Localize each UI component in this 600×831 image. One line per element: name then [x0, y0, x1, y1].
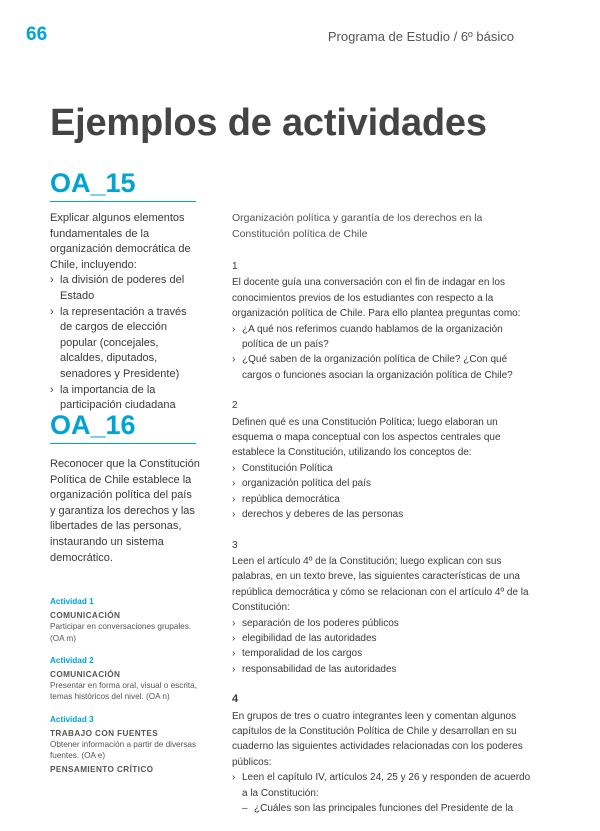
section-3: [232, 538, 537, 678]
list-item: › temporalidad de los cargos: [232, 646, 537, 661]
activity-1: [50, 596, 200, 644]
oa16-label: OA_16: [50, 410, 136, 440]
section-number: 1: [232, 261, 238, 272]
activity-3: [50, 714, 200, 776]
section-number: 3: [232, 539, 238, 551]
oa15-heading: [50, 170, 196, 202]
activities-sidebar: [50, 596, 200, 787]
section-text: En grupos de tres o cuatro integrantes leen y comentan algunos capítulos de la Constitución Política de Chile y desarrollan en su cuaderno las siguientes actividades relacionadas con los poderes públicos:: [232, 710, 523, 768]
activity-content: [232, 211, 537, 831]
activity-desc: Obtener información a partir de diversas fuentes. (OA e): [50, 740, 197, 761]
page-number: 66: [26, 24, 48, 45]
activity-desc: Participar en conversaciones grupales. (OA m): [50, 622, 192, 643]
page-title: Ejemplos de actividades: [50, 102, 487, 144]
list-item: › la importancia de la participación ciudadana: [50, 383, 200, 414]
oa15-intro: Explicar algunos elementos fundamentales de la organización democrática de Chile, incluyendo:: [50, 212, 191, 271]
section-text: El docente guía una conversación con el fin de indagar en los conocimientos previos de los estudiantes con respecto a la organización política de Chile. Para ello plantea preguntas como:: [232, 277, 521, 320]
activity-title: Actividad 3: [50, 714, 94, 724]
oa15-label: OA_15: [50, 168, 136, 198]
program-title: Programa de Estudio / 6º básico: [327, 29, 514, 44]
section-text: Leen el artículo 4º de la Constitución; luego explican con sus palabras, en un texto breve, las siguientes características de una república democrática y cómo se relacionan con el artículo 4º de la Constitución:: [232, 555, 529, 614]
activity-title: Actividad 2: [50, 655, 94, 665]
oa16-description: Reconocer que la Constitución Política de Chile establece la organización política del país y garantiza los derechos y las libertades de las personas, instaurando un sistema democrático.: [50, 458, 200, 564]
section-list: [232, 461, 537, 523]
section-4: [232, 692, 537, 816]
activity-heading: Organización política y garantía de los derechos en la Constitución política de Chile: [232, 212, 483, 240]
list-item: › responsabilidad de las autoridades: [232, 662, 537, 677]
list-item: › elegibilidad de las autoridades: [232, 631, 537, 646]
list-item: › derechos y deberes de las personas: [232, 507, 537, 522]
list-item: › organización política del país: [232, 476, 537, 491]
list-item: › Leen el capítulo IV, artículos 24, 25 y 26 y responden de acuerdo a la Constitución:: [232, 770, 537, 801]
activity-category: TRABAJO CON FUENTES: [50, 728, 159, 738]
activity-desc: Presentar en forma oral, visual o escrita, temas históricos del nivel. (OA n): [50, 681, 197, 702]
activity-category: COMUNICACIÓN: [50, 670, 121, 680]
section-number: 2: [232, 400, 238, 412]
list-item: › la división de poderes del Estado: [50, 273, 200, 304]
section-1: [232, 259, 537, 383]
activity-title: Actividad 1: [50, 597, 94, 606]
activity-category: PENSAMIENTO CRÍTICO: [50, 765, 154, 775]
list-item: › separación de los poderes públicos: [232, 616, 537, 631]
section-list: [232, 770, 537, 816]
list-item: › Constitución Política: [232, 461, 537, 476]
oa15-list: [50, 273, 200, 413]
list-item: › ¿A qué nos referimos cuando hablamos de la organización política de un país?: [232, 322, 537, 353]
activity-category: COMUNICACIÓN: [50, 611, 121, 621]
section-number: 4: [232, 693, 239, 706]
list-item: › la representación a través de cargos de elección popular (concejales, alcaldes, diputados, senadores y Presidente): [50, 305, 200, 383]
section-list: [232, 616, 537, 678]
list-item: › ¿Qué saben de la organización política de Chile? ¿Con qué cargos o funciones asocian la organización política de Chile?: [232, 352, 537, 383]
list-item: › república democrática: [232, 492, 537, 507]
activity-2: [50, 655, 200, 703]
section-text: Definen qué es una Constitución Política; luego elaboran un esquema o mapa conceptual con los aspectos centrales que establece la Constitución, utilizando los conceptos de:: [232, 416, 501, 459]
oa16-heading: [50, 412, 196, 444]
oa15-description: [50, 211, 200, 414]
section-list: [232, 322, 537, 384]
section-2: [232, 398, 537, 522]
list-subitem: – ¿Cuáles son las principales funciones del Presidente de la: [232, 801, 537, 816]
